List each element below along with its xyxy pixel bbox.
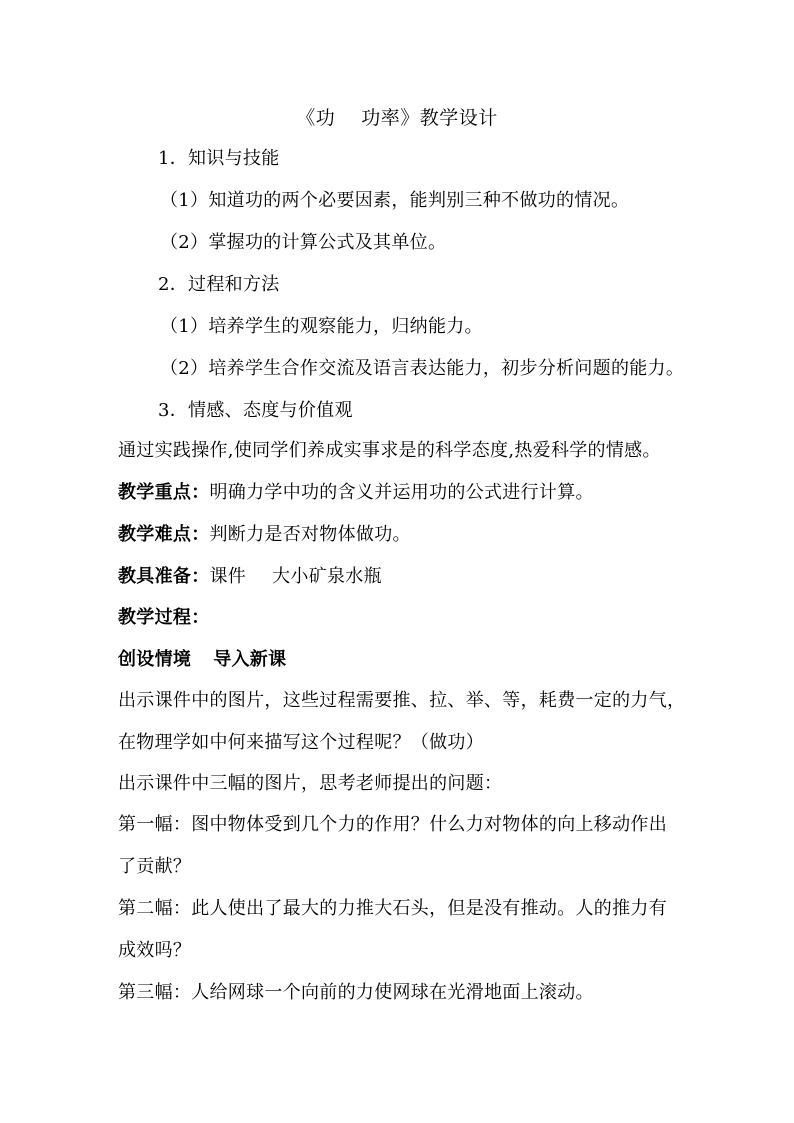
intro-paragraph-1-line-2: 在物理学如中何来描写这个过程呢？（做功） [118,732,484,753]
intro-heading [118,648,286,672]
title-part-1: 《功 [296,107,336,129]
difficulty-line [118,523,411,547]
prep-item-2: 大小矿泉水瓶 [272,566,382,587]
prep-item-1: 课件 [209,566,247,587]
section-3-text: 通过实践操作,使同学们养成实事求是的科学态度,热爱科学的情感。 [118,440,661,461]
prep-label: 教具准备： [118,566,210,587]
intro-paragraph-1-line-1: 出示课件中的图片，这些过程需要推、拉、举、等，耗费一定的力气， [118,690,686,711]
difficulty-label: 教学难点： [118,524,210,545]
section-3-heading: 3．情感、态度与价值观 [158,400,353,421]
section-1-item-1: （1）知道功的两个必要因素，能判别三种不做功的情况。 [160,190,630,211]
section-2-heading: 2．过程和方法 [158,274,280,295]
picture-3-question: 第三幅：人给网球一个向前的力使网球在光滑地面上滚动。 [118,982,594,1003]
key-point-line [118,481,594,505]
intro-heading-right: 导入新课 [213,649,287,670]
key-point-label: 教学重点： [118,482,210,503]
prep-line [118,565,382,589]
section-2-item-1: （1）培养学生的观察能力，归纳能力。 [160,316,483,337]
document-title [0,106,794,130]
section-1-item-2: （2）掌握功的计算公式及其单位。 [160,232,447,253]
picture-2-question-line-1: 第二幅：此人使出了最大的力推大石头，但是没有推动。人的推力有 [118,898,667,919]
key-point-text: 明确力学中功的含义并运用功的公式进行计算。 [209,482,594,503]
title-part-2: 功率》教学设计 [361,107,498,129]
process-heading: 教学过程： [118,607,210,628]
intro-paragraph-2: 出示课件中三幅的图片，思考老师提出的问题： [118,773,503,794]
section-2-item-2: （2）培养学生合作交流及语言表达能力，初步分析问题的能力。 [160,358,685,379]
intro-heading-left: 创设情境 [118,649,192,670]
picture-2-question-line-2: 成效吗？ [118,940,192,961]
picture-1-question-line-1: 第一幅：图中物体受到几个力的作用？什么力对物体的向上移动作出 [118,814,667,835]
picture-1-question-line-2: 了贡献？ [118,856,192,877]
difficulty-text: 判断力是否对物体做功。 [209,524,411,545]
section-1-heading: 1．知识与技能 [158,148,280,169]
